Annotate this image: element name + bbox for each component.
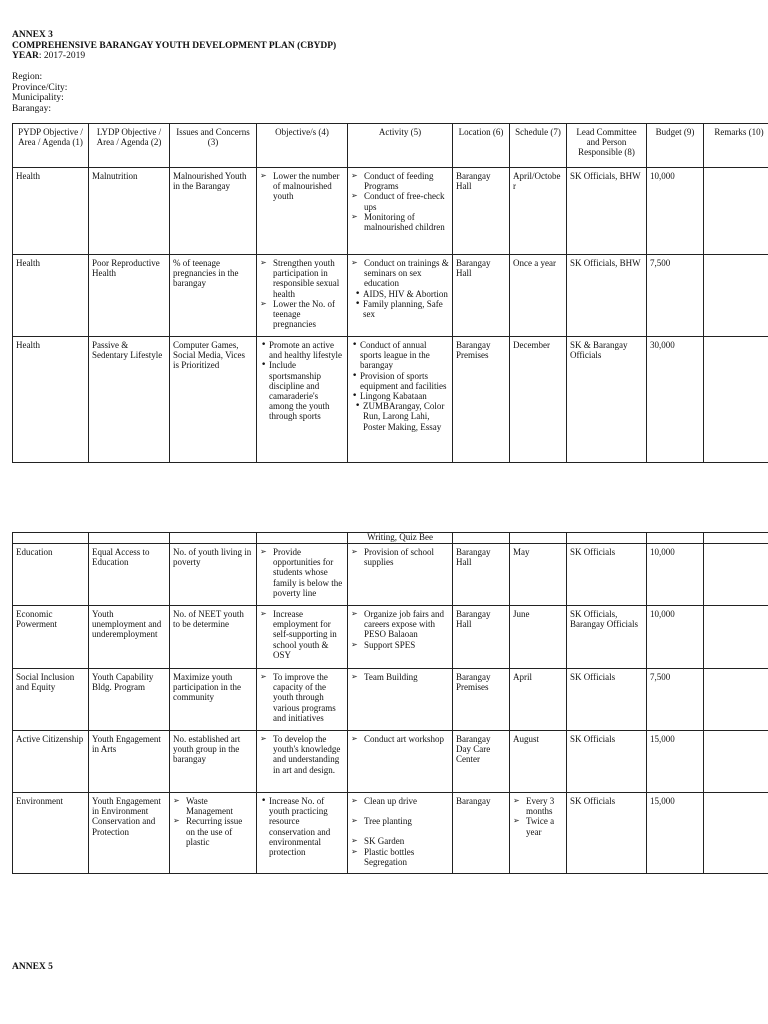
lead-cell: SK Officials, Barangay Officials bbox=[567, 606, 647, 669]
issues-cell: Computer Games, Social Media, Vices is Prioritized bbox=[170, 337, 257, 463]
activity-item: • Conduct of annual sports league in the barangay bbox=[351, 340, 449, 371]
lead-cell: SK Officials bbox=[567, 793, 647, 874]
activity-item: ➢ Conduct on trainings & seminars on sex education bbox=[351, 258, 449, 289]
schedule-cell: Once a year bbox=[510, 255, 567, 337]
objectives-cell bbox=[257, 731, 348, 793]
activities-cell bbox=[348, 731, 453, 793]
issues-cell: No. of youth living in poverty bbox=[170, 544, 257, 606]
activity-item: ➢ Tree planting bbox=[351, 816, 449, 826]
year-value: : 2017-2019 bbox=[38, 51, 86, 61]
activities-cell bbox=[348, 606, 453, 669]
objectives-cell bbox=[257, 793, 348, 874]
objectives-cell bbox=[257, 168, 348, 255]
barangay-label: Barangay: bbox=[12, 103, 52, 114]
activity-item: ➢ Plastic bottles Segregation bbox=[351, 847, 449, 867]
remarks-cell bbox=[704, 731, 768, 793]
activity-item: • Provision of sports equipment and facilities bbox=[351, 371, 449, 391]
table-row bbox=[13, 255, 768, 337]
remarks-cell bbox=[704, 337, 768, 463]
objective-item: ➢ Lower the number of malnourished youth bbox=[260, 171, 344, 202]
activity-item: ➢ Provision of school supplies bbox=[351, 547, 449, 567]
issues-cell bbox=[170, 793, 257, 874]
column-header: Remarks (10) bbox=[704, 124, 768, 168]
lead-cell: SK & Barangay Officials bbox=[567, 337, 647, 463]
area-cell: Environment bbox=[13, 793, 89, 874]
issue-item: ➢ Recurring issue on the use of plastic bbox=[173, 816, 253, 847]
header-row bbox=[13, 124, 768, 168]
lydp-cell: Youth Engagement in Arts bbox=[89, 731, 170, 793]
location-cell: Barangay Hall bbox=[453, 544, 510, 606]
schedule-cell: April/October bbox=[510, 168, 567, 255]
activities-cell bbox=[348, 544, 453, 606]
objective-item: • Increase No. of youth practicing resource conservation and environmental protection bbox=[260, 796, 344, 857]
issue-item: ➢ Waste Management bbox=[173, 796, 253, 816]
objective-item: ➢ Lower the No. of teenage pregnancies bbox=[260, 299, 344, 330]
budget-cell: 10,000 bbox=[647, 606, 704, 669]
year-label: YEAR bbox=[12, 51, 39, 61]
schedule-cell: June bbox=[510, 606, 567, 669]
activity-item: ➢ Support SPES bbox=[351, 640, 449, 650]
area-cell: Social Inclusion and Equity bbox=[13, 669, 89, 731]
lead-cell: SK Officials, BHW bbox=[567, 168, 647, 255]
activity-item: ➢ Conduct of feeding Programs bbox=[351, 171, 449, 191]
objective-item: ➢ Provide opportunities for students whose family is below the poverty line bbox=[260, 547, 344, 598]
location-meta bbox=[12, 72, 67, 114]
activities-cell bbox=[348, 168, 453, 255]
budget-cell: 15,000 bbox=[647, 793, 704, 874]
table-row bbox=[13, 544, 768, 606]
objectives-cell bbox=[257, 544, 348, 606]
budget-cell: 7,500 bbox=[647, 669, 704, 731]
location-cell: Barangay Hall bbox=[453, 255, 510, 337]
objectives-cell bbox=[257, 255, 348, 337]
issues-cell: Malnourished Youth in the Barangay bbox=[170, 168, 257, 255]
column-header: Schedule (7) bbox=[510, 124, 567, 168]
schedule-cell: December bbox=[510, 337, 567, 463]
lydp-cell: Youth unemployment and underemployment bbox=[89, 606, 170, 669]
objectives-cell bbox=[257, 606, 348, 669]
activities-cell bbox=[348, 337, 453, 463]
area-cell: Education bbox=[13, 544, 89, 606]
activity-item: ➢ Clean up drive bbox=[351, 796, 449, 806]
document-title: COMPREHENSIVE BARANGAY YOUTH DEVELOPMENT PLAN (CBYDP) bbox=[12, 40, 337, 51]
lydp-cell: Passive & Sedentary Lifestyle bbox=[89, 337, 170, 463]
activity-item: ➢ Organize job fairs and careers expose with PESO Balaoan bbox=[351, 609, 449, 640]
remarks-cell bbox=[704, 669, 768, 731]
area-cell: Health bbox=[13, 255, 89, 337]
budget-cell: 7,500 bbox=[647, 255, 704, 337]
schedule-cell: April bbox=[510, 669, 567, 731]
schedule-cell: May bbox=[510, 544, 567, 606]
budget-cell: 10,000 bbox=[647, 168, 704, 255]
area-cell: Active Citizenship bbox=[13, 731, 89, 793]
table-row bbox=[13, 731, 768, 793]
column-header: LYDP Objective / Area / Agenda (2) bbox=[89, 124, 170, 168]
objective-item: • Promote an active and healthy lifestyle bbox=[260, 340, 344, 360]
remarks-cell bbox=[704, 793, 768, 874]
objective-item: • Include sportsmanship discipline and camaraderie's among the youth through sports bbox=[260, 360, 344, 421]
lydp-cell: Youth Engagement in Environment Conservation and Protection bbox=[89, 793, 170, 874]
region-label: Region: bbox=[12, 72, 43, 82]
continuation-row bbox=[13, 533, 768, 544]
schedule-item: ➢ Every 3 months bbox=[513, 796, 563, 816]
location-cell: Barangay Hall bbox=[453, 168, 510, 255]
activity-item: ➢ Monitoring of malnourished children bbox=[351, 212, 449, 232]
cbydp-table-page-2 bbox=[12, 532, 768, 874]
lead-cell: SK Officials bbox=[567, 544, 647, 606]
area-cell: Health bbox=[13, 168, 89, 255]
objective-item: ➢ To develop the youth's knowledge and understanding in art and design. bbox=[260, 734, 344, 775]
activity-subitem: • ZUMBArangay, Color Run, Larong Lahi, Poster Making, Essay bbox=[354, 401, 449, 432]
area-cell: Economic Powerment bbox=[13, 606, 89, 669]
lydp-cell: Equal Access to Education bbox=[89, 544, 170, 606]
area-cell: Health bbox=[13, 337, 89, 463]
column-header: Location (6) bbox=[453, 124, 510, 168]
column-header: Issues and Concerns (3) bbox=[170, 124, 257, 168]
municipality-label: Municipality: bbox=[12, 93, 64, 103]
schedule-cell bbox=[510, 793, 567, 874]
activity-item: • Lingong Kabataan bbox=[351, 391, 449, 401]
province-label: Province/City: bbox=[12, 82, 68, 93]
location-cell: Barangay bbox=[453, 793, 510, 874]
budget-cell: 10,000 bbox=[647, 544, 704, 606]
issues-cell: Maximize youth participation in the community bbox=[170, 669, 257, 731]
column-header: PYDP Objective / Area / Agenda (1) bbox=[13, 124, 89, 168]
cbydp-table-page-1 bbox=[12, 123, 768, 463]
column-header: Budget (9) bbox=[647, 124, 704, 168]
activity-item: ➢ Conduct of free-check ups bbox=[351, 191, 449, 211]
issues-cell: % of teenage pregnancies in the barangay bbox=[170, 255, 257, 337]
table-row bbox=[13, 337, 768, 463]
issues-cell: No. of NEET youth to be determine bbox=[170, 606, 257, 669]
objective-item: ➢ Strengthen youth participation in responsible sexual health bbox=[260, 258, 344, 299]
table-row bbox=[13, 606, 768, 669]
objective-item: ➢ To improve the capacity of the youth through various programs and initiatives bbox=[260, 672, 344, 723]
location-cell: Barangay Premises bbox=[453, 337, 510, 463]
activity-subitem: • Family planning, Safe sex bbox=[354, 299, 449, 319]
activities-cell bbox=[348, 255, 453, 337]
lead-cell: SK Officials bbox=[567, 669, 647, 731]
objectives-cell bbox=[257, 337, 348, 463]
activity-item: ➢ SK Garden bbox=[351, 836, 449, 846]
activities-cell bbox=[348, 669, 453, 731]
activity-item: ➢ Conduct art workshop bbox=[351, 734, 449, 744]
column-header: Lead Committee and Person Responsible (8) bbox=[567, 124, 647, 168]
remarks-cell bbox=[704, 255, 768, 337]
remarks-cell bbox=[704, 168, 768, 255]
table-row bbox=[13, 669, 768, 731]
lydp-cell: Poor Reproductive Health bbox=[89, 255, 170, 337]
annex-label: ANNEX 3 bbox=[12, 30, 53, 40]
objective-item: ➢ Increase employment for self-supporting in school youth & OSY bbox=[260, 609, 344, 660]
remarks-cell bbox=[704, 544, 768, 606]
table-row bbox=[13, 168, 768, 255]
lead-cell: SK Officials, BHW bbox=[567, 255, 647, 337]
schedule-cell: August bbox=[510, 731, 567, 793]
activity-item: ➢ Team Building bbox=[351, 672, 449, 682]
schedule-item: ➢ Twice a year bbox=[513, 816, 563, 836]
table-row bbox=[13, 793, 768, 874]
location-cell: Barangay Premises bbox=[453, 669, 510, 731]
annex-5-label: ANNEX 5 bbox=[12, 962, 53, 972]
year-line bbox=[12, 51, 336, 62]
location-cell: Barangay Hall bbox=[453, 606, 510, 669]
objectives-cell bbox=[257, 669, 348, 731]
column-header: Activity (5) bbox=[348, 124, 453, 168]
lead-cell: SK Officials bbox=[567, 731, 647, 793]
continuation-text: Writing, Quiz Bee bbox=[348, 533, 453, 544]
budget-cell: 15,000 bbox=[647, 731, 704, 793]
lydp-cell: Youth Capability Bldg. Program bbox=[89, 669, 170, 731]
activity-subitem: • AIDS, HIV & Abortion bbox=[354, 289, 449, 299]
remarks-cell bbox=[704, 606, 768, 669]
issues-cell: No. established art youth group in the barangay bbox=[170, 731, 257, 793]
location-cell: Barangay Day Care Center bbox=[453, 731, 510, 793]
lydp-cell: Malnutrition bbox=[89, 168, 170, 255]
column-header: Objective/s (4) bbox=[257, 124, 348, 168]
activities-cell bbox=[348, 793, 453, 874]
budget-cell: 30,000 bbox=[647, 337, 704, 463]
document-header bbox=[12, 30, 336, 62]
